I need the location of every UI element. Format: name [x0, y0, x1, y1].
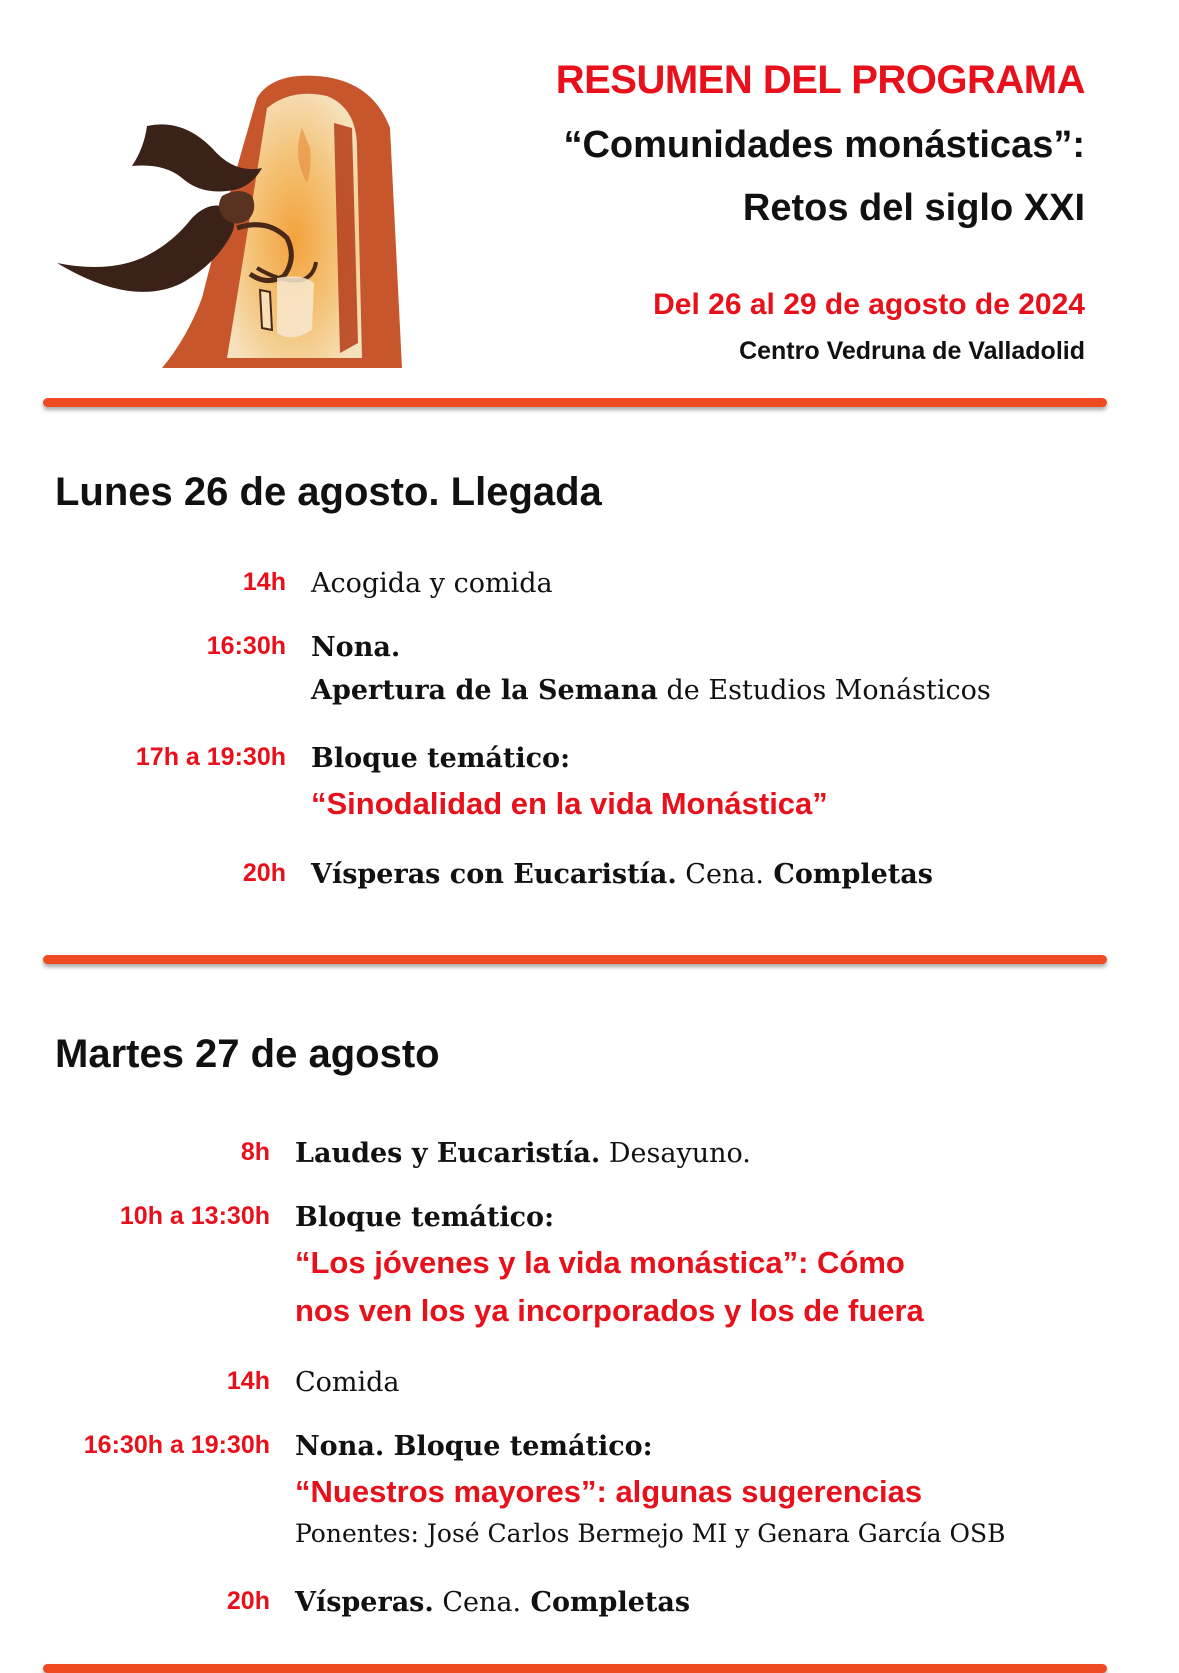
activity-description: Acogida y comida	[311, 568, 553, 599]
time-label: 20h	[242, 859, 286, 887]
thematic-block-title-cont: nos ven los ya incorporados y los de fuera	[295, 1293, 924, 1328]
day-heading-tuesday: Martes 27 de agosto	[55, 1032, 440, 1076]
activity-description: Vísperas. Cena. Completas	[295, 1587, 691, 1618]
time-label: 20h	[226, 1587, 270, 1615]
activity-description: Comida	[295, 1367, 400, 1398]
time-label: 14h	[242, 568, 286, 596]
section-divider	[43, 398, 1107, 407]
time-label: 10h a 13:30h	[119, 1202, 270, 1230]
time-label: 16:30h	[206, 632, 286, 660]
program-title: RESUMEN DEL PROGRAMA	[555, 58, 1085, 102]
event-venue: Centro Vedruna de Valladolid	[739, 337, 1085, 365]
activity-description: Nona. Bloque temático: “Nuestros mayores”: algunas sugerencias Ponentes: José Carlos Bermejo MI y Genara García OSB	[295, 1425, 1005, 1552]
thematic-block-title: “Los jóvenes y la vida monástica”: Cómo	[295, 1245, 905, 1280]
activity-description: Nona. Apertura de la Semana de Estudios Monásticos	[311, 632, 991, 706]
time-label: 14h	[226, 1367, 270, 1395]
thematic-block-title: “Nuestros mayores”: algunas sugerencias	[295, 1474, 923, 1509]
speakers-line: Ponentes: José Carlos Bermejo MI y Genara García OSB	[295, 1519, 1006, 1548]
time-label: 16:30h a 19:30h	[83, 1431, 270, 1459]
program-subtitle-line1: “Comunidades monásticas”:	[563, 124, 1085, 166]
section-divider	[43, 1664, 1107, 1673]
time-label: 8h	[240, 1138, 270, 1166]
event-dates: Del 26 al 29 de agosto de 2024	[653, 288, 1085, 321]
monastic-illustration-logo	[52, 68, 447, 373]
day-heading-monday: Lunes 26 de agosto. Llegada	[55, 470, 602, 514]
thematic-block-title: “Sinodalidad en la vida Monástica”	[311, 786, 828, 821]
activity-description: Bloque temático: “Los jóvenes y la vida monástica”: Cómo nos ven los ya incorporados y los de fuera	[295, 1196, 924, 1335]
time-label: 17h a 19:30h	[135, 743, 286, 771]
activity-description: Laudes y Eucaristía. Desayuno.	[295, 1138, 751, 1169]
program-subtitle-line2: Retos del siglo XXI	[742, 187, 1085, 229]
section-divider	[43, 955, 1107, 964]
activity-description: Bloque temático: “Sinodalidad en la vida Monástica”	[311, 737, 828, 828]
activity-description: Vísperas con Eucaristía. Cena. Completas	[311, 859, 933, 890]
